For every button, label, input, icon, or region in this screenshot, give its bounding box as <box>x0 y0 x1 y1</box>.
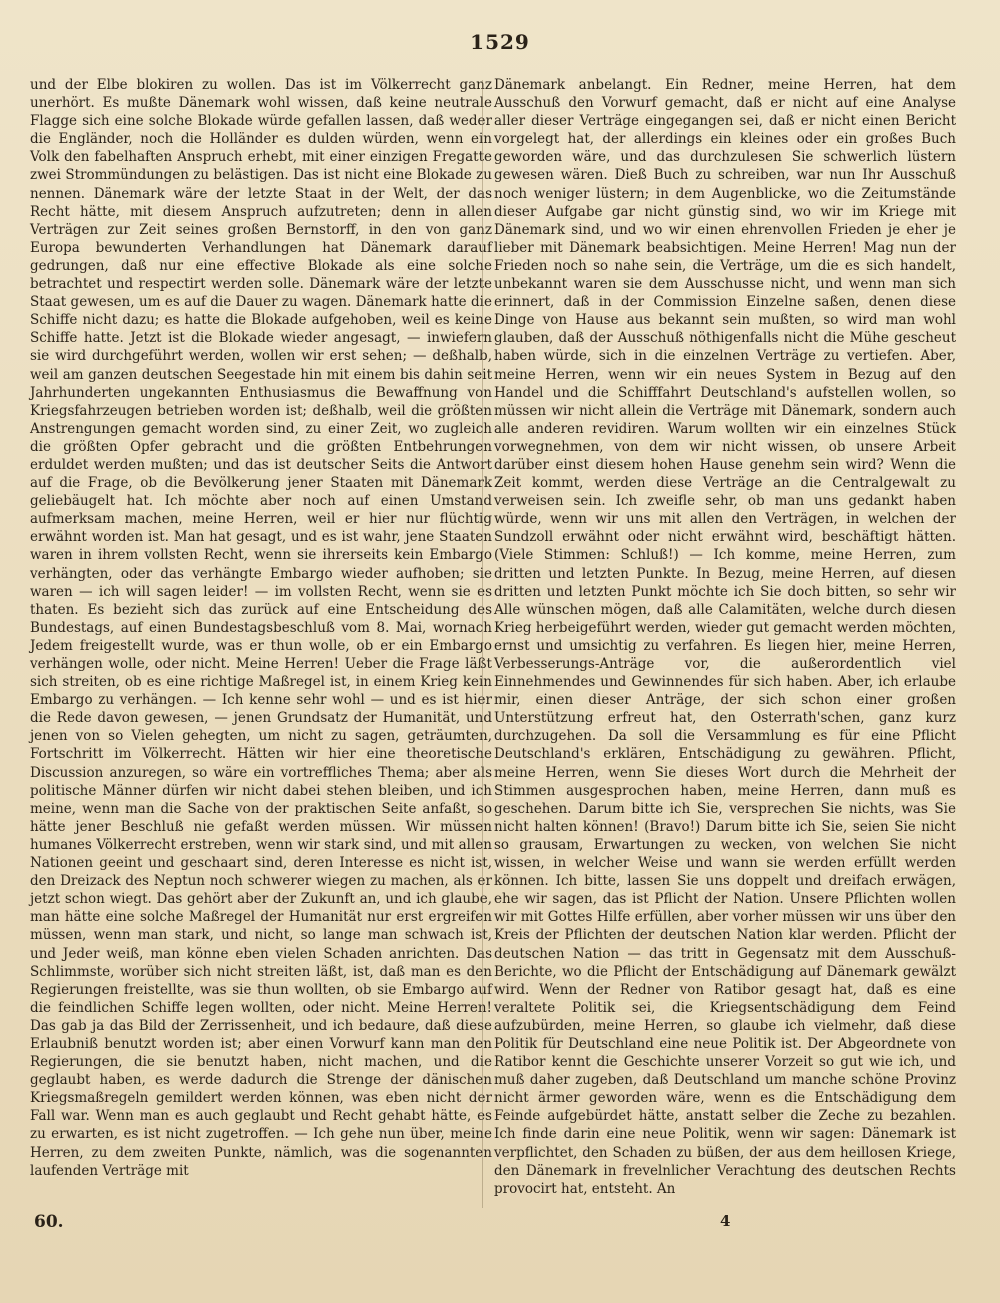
page-number: 1529 <box>470 30 530 54</box>
sheet-number: 4 <box>720 1212 731 1230</box>
signature-mark: 60. <box>34 1212 64 1232</box>
left-column <box>30 76 492 1180</box>
right-column <box>494 76 956 1198</box>
column-divider <box>482 80 483 1208</box>
left-column-text: und der Elbe blokiren zu wollen. Das ist im Völkerrecht ganz unerhört. Es mußte Dänemark wohl wissen, daß keine neutrale Flagge sich eine solche Blokade würde gefallen lassen, daß weder die Engländer, noch die Holländer es dulden würden, wenn ein Volk den fabelhaften Anspruch erhebt, mit einer einzigen Fregatte zwei Strommündungen zu belästigen. Das ist nicht eine Blokade zu nennen. Dänemark wäre der letzte Staat in der Welt, der das Recht hätte, mit diesem Anspruch aufzutreten; denn in allen Verträgen zur Zeit seines großen Bernstorff, in den von ganz Europa bewunderten Verhandlungen hat Dänemark darauf gedrungen, daß nur eine effective Blokade als eine solche betrachtet und respectirt werden solle. Dänemark wäre der letzte Staat gewesen, um es auf die Dauer zu wagen. Dänemark hatte die Schiffe nicht dazu; es hatte die Blokade aufgehoben, weil es keine Schiffe hatte. Jetzt ist die Blokade wieder angesagt, — inwiefern sie wird durchgeführt werden, wollen wir erst sehen; — deßhalb, weil am ganzen deutschen Seegestade hin mit einem bis dahin seit Jahrhunderten ungekannten Enthusiasmus die Bewaffnung von Kriegsfahrzeugen betrieben worden ist; deßhalb, weil die größten Anstrengungen gemacht worden sind, zu einer Zeit, wo zugleich die größten Opfer gebracht und die größten Entbehrungen erduldet werden mußten; und das ist deutscher Seits die Antwort auf die Frage, ob die Bevölkerung jener Staaten mit Dänemark geliebäugelt hat. Ich möchte aber noch auf einen Umstand aufmerksam machen, meine Herren, weil er hier nur flüchtig erwähnt worden ist. Man hat gesagt, und es ist wahr, jene Staaten waren in ihrem vollsten Recht, wenn sie ihrerseits kein Embargo verhängten, oder das verhängte Embargo wieder aufhoben; sie waren — ich will sagen leider! — im vollsten Recht, wenn sie es thaten. Es bezieht sich das zurück auf eine Entscheidung des Bundestags, auf einen Bundestagsbeschluß vom 8. Mai, wornach Jedem freigestellt wurde, was er thun wolle, ob er ein Embargo verhängen wolle, oder nicht. Meine Herren! Ueber die Frage läßt sich streiten, ob es eine richtige Maßregel ist, in einem Krieg kein Embargo zu verhängen. — Ich kenne sehr wohl — und es ist hier die Rede davon gewesen, — jenen Grundsatz der Humanität, und jenen von so Vielen gehegten, um nicht zu sagen, geträumten, Fortschritt im Völkerrecht. Hätten wir hier eine theoretische Discussion anzuregen, so wäre ein vortreffliches Thema; aber als politische Männer dürfen wir nicht dabei stehen bleiben, und ich meine, wenn man die Sache von der praktischen Seite anfaßt, so hätte jener Beschluß nie gefaßt werden müssen. Wir müssen humanes Völkerrecht erstreben, wenn wir stark sind, und mit allen Nationen geeint und geschaart sind, deren Interesse es nicht ist, den Dreizack des Neptun noch schwerer wiegen zu machen, als er jetzt schon wiegt. Das gehört aber der Zukunft an, und ich glaube, man hätte eine solche Maßregel der Humanität nur erst ergreifen müssen, wenn man stark, und nicht, so lange man schwach ist, und Jeder weiß, man könne eben vielen Schaden anrichten. Das Schlimmste, worüber sich nicht streiten läßt, ist, daß man es den Regierungen freistellte, was sie thun wollten, ob sie Embargo auf die feindlichen Schiffe legen wollten, oder nicht. Meine Herren! Das gab ja das Bild der Zerrissenheit, und ich bedaure, daß diese Erlaubniß benutzt worden ist; aber einen Vorwurf kann man den Regierungen, die sie benutzt haben, nicht machen, und die geglaubt haben, es werde dadurch die Strenge der dänischen Kriegsmaßregeln gemildert werden können, was eben nicht der Fall war. Wenn man es auch geglaubt und Recht gehabt hätte, es zu erwarten, es ist nicht zugetroffen. — Ich gehe nun über, meine Herren, zu dem zweiten Punkte, nämlich, was die sogenannten laufenden Verträge mit <box>30 77 492 1179</box>
right-column-text: Dänemark anbelangt. Ein Redner, meine Herren, hat dem Ausschuß den Vorwurf gemacht, daß er nicht auf eine Analyse aller dieser Verträge eingegangen sei, daß er nicht einen Bericht vorgelegt hat, der allerdings ein kleines oder ein großes Buch geworden wäre, und das durchzulesen Sie schwerlich lüstern gewesen wären. Dieß Buch zu schreiben, war nun Ihr Ausschuß noch weniger lüstern; in dem Augenblicke, wo die Zeitumstände dieser Aufgabe gar nicht günstig sind, wo wir im Kriege mit Dänemark sind, und wo wir einen ehrenvollen Frieden je eher je lieber mit Dänemark beabsichtigen. Meine Herren! Mag nun der Frieden noch so nahe sein, die Verträge, um die es sich handelt, unbekannt waren sie dem Ausschusse nicht, und wenn man sich erinnert, daß in der Commission Einzelne saßen, denen diese Dinge von Hause aus bekannt sein mußten, so wird man wohl glauben, daß der Ausschuß nöthigenfalls nicht die Mühe gescheut haben würde, sich in die einzelnen Verträge zu vertiefen. Aber, meine Herren, wenn wir ein neues System in Bezug auf den Handel und die Schifffahrt Deutschland's aufstellen wollen, so müssen wir nicht allein die Verträge mit Dänemark, sondern auch alle anderen revidiren. Warum wollten wir ein einzelnes Stück vorwegnehmen, von dem wir nicht wissen, ob unsere Arbeit darüber einst diesem hohen Hause genehm sein wird? Wenn die Zeit kommt, werden diese Verträge an die Centralgewalt zu verweisen sein. Ich zweifle sehr, ob man uns gedankt haben würde, wenn wir uns mit allen den Verträgen, in welchen der Sundzoll erwähnt oder nicht erwähnt wird, beschäftigt hätten. (Viele Stimmen: Schluß!) — Ich komme, meine Herren, zum dritten und letzten Punkte. In Bezug, meine Herren, auf diesen dritten und letzten Punkt möchte ich Sie doch bitten, so sehr wir Alle wünschen mögen, daß alle Calamitäten, welche durch diesen Krieg herbeigeführt werden, wieder gut gemacht werden möchten, ernst und umsichtig zu verfahren. Es liegen hier, meine Herren, Verbesserungs-Anträge vor, die außerordentlich viel Einnehmendes und Gewinnendes für sich haben. Aber, ich erlaube mir, einen dieser Anträge, der sich schon einer großen Unterstützung erfreut hat, den Osterrath'schen, ganz kurz durchzugehen. Da soll die Versammlung es für eine Pflicht Deutschland's erklären, Entschädigung zu gewähren. Pflicht, meine Herren, wenn Sie dieses Wort durch die Mehrheit der Stimmen ausgesprochen haben, meine Herren, dann muß es geschehen. Darum bitte ich Sie, versprechen Sie nichts, was Sie nicht halten können! (Bravo!) Darum bitte ich Sie, seien Sie nicht so grausam, Erwartungen zu wecken, von welchen Sie nicht wissen, in welcher Weise und wann sie werden erfüllt werden können. Ich bitte, lassen Sie uns doppelt und dreifach erwägen, ehe wir sagen, das ist Pflicht der Nation. Unsere Pflichten wollen wir mit Gottes Hilfe erfüllen, aber vorher müssen wir uns über den Kreis der Pflichten der deutschen Nation klar werden. Pflicht der deutschen Nation — das tritt in Gegensatz mit dem Ausschuß-Berichte, wo die Pflicht der Entschädigung auf Dänemark gewälzt wird. Wenn der Redner von Ratibor gesagt hat, daß es eine veraltete Politik sei, die Kriegsentschädigung dem Feind aufzubürden, meine Herren, so glaube ich vielmehr, daß diese Politik für Deutschland eine neue Politik ist. Der Abgeordnete von Ratibor kennt die Geschichte unserer Vorzeit so gut wie ich, und muß daher zugeben, daß Deutschland um manche schöne Provinz nicht ärmer geworden wäre, wenn es die Entschädigung dem Feinde aufgebürdet hätte, anstatt selber die Zeche zu bezahlen. Ich finde darin eine neue Politik, wenn wir sagen: Dänemark ist verpflichtet, den Schaden zu büßen, der aus dem heillosen Kriege, den Dänemark in frevelnlicher Verachtung des deutschen Rechts provocirt hat, entsteht. An <box>494 77 956 1197</box>
